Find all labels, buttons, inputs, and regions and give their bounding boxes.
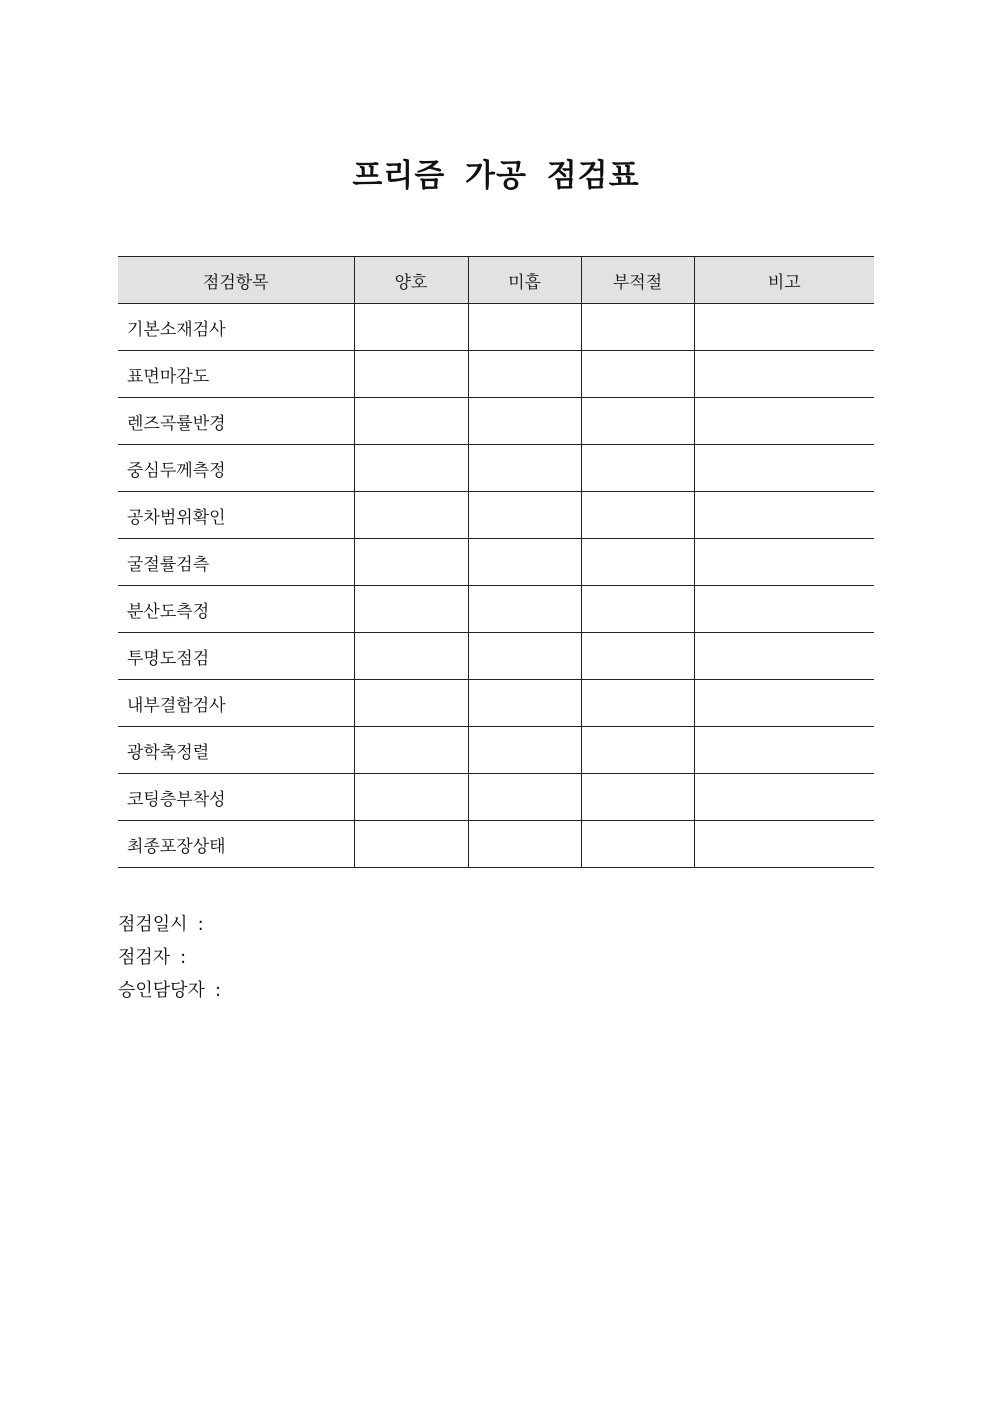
separator: : (180, 947, 187, 968)
table-row (118, 633, 874, 680)
remarks-cell[interactable] (694, 774, 874, 821)
good-check-cell[interactable] (354, 398, 468, 445)
item-name-cell: 중심두께측정 (118, 445, 354, 492)
separator: : (197, 914, 204, 935)
item-name-cell: 기본소재검사 (118, 304, 354, 351)
page-title: 프리즘 가공 점검표 (352, 157, 640, 194)
inspection-table (118, 256, 874, 868)
inspection-date-field[interactable] (118, 908, 221, 941)
item-name-cell: 공차범위확인 (118, 492, 354, 539)
table-row (118, 304, 874, 351)
insufficient-check-cell[interactable] (468, 539, 581, 586)
good-check-cell[interactable] (354, 774, 468, 821)
table-row (118, 492, 874, 539)
table-header-row (118, 257, 874, 304)
good-check-cell[interactable] (354, 727, 468, 774)
separator: : (214, 980, 222, 1001)
inappropriate-check-cell[interactable] (581, 586, 694, 633)
inappropriate-check-cell[interactable] (581, 633, 694, 680)
good-check-cell[interactable] (354, 304, 468, 351)
inappropriate-check-cell[interactable] (581, 539, 694, 586)
item-name-cell: 내부결함검사 (118, 680, 354, 727)
inspector-field[interactable] (118, 941, 221, 974)
table-row (118, 445, 874, 492)
good-check-cell[interactable] (354, 586, 468, 633)
good-check-cell[interactable] (354, 492, 468, 539)
remarks-cell[interactable] (694, 351, 874, 398)
item-name-cell: 최종포장상태 (118, 821, 354, 868)
header-insufficient: 미흡 (468, 257, 581, 304)
insufficient-check-cell[interactable] (468, 633, 581, 680)
table-row (118, 680, 874, 727)
table-row (118, 727, 874, 774)
good-check-cell[interactable] (354, 633, 468, 680)
item-name-cell: 렌즈곡률반경 (118, 398, 354, 445)
remarks-cell[interactable] (694, 539, 874, 586)
header-inappropriate: 부적절 (581, 257, 694, 304)
remarks-cell[interactable] (694, 586, 874, 633)
insufficient-check-cell[interactable] (468, 351, 581, 398)
inappropriate-check-cell[interactable] (581, 492, 694, 539)
insufficient-check-cell[interactable] (468, 586, 581, 633)
good-check-cell[interactable] (354, 539, 468, 586)
header-inspection-item: 점검항목 (118, 257, 354, 304)
item-name-cell: 광학축정렬 (118, 727, 354, 774)
header-remarks: 비고 (694, 257, 874, 304)
remarks-cell[interactable] (694, 445, 874, 492)
inappropriate-check-cell[interactable] (581, 445, 694, 492)
table-row (118, 539, 874, 586)
inappropriate-check-cell[interactable] (581, 351, 694, 398)
remarks-cell[interactable] (694, 821, 874, 868)
remarks-cell[interactable] (694, 304, 874, 351)
item-name-cell: 분산도측정 (118, 586, 354, 633)
table-row (118, 398, 874, 445)
item-name-cell: 투명도점검 (118, 633, 354, 680)
insufficient-check-cell[interactable] (468, 680, 581, 727)
table-row (118, 351, 874, 398)
inappropriate-check-cell[interactable] (581, 304, 694, 351)
inappropriate-check-cell[interactable] (581, 727, 694, 774)
insufficient-check-cell[interactable] (468, 445, 581, 492)
item-name-cell: 굴절률검측 (118, 539, 354, 586)
table-row (118, 821, 874, 868)
approver-field[interactable] (118, 974, 221, 1007)
good-check-cell[interactable] (354, 351, 468, 398)
insufficient-check-cell[interactable] (468, 398, 581, 445)
remarks-cell[interactable] (694, 633, 874, 680)
remarks-cell[interactable] (694, 727, 874, 774)
inappropriate-check-cell[interactable] (581, 398, 694, 445)
inappropriate-check-cell[interactable] (581, 774, 694, 821)
item-name-cell: 표면마감도 (118, 351, 354, 398)
approver-label: 승인담당자 (118, 980, 205, 1001)
signature-fields (118, 908, 221, 1007)
inappropriate-check-cell[interactable] (581, 680, 694, 727)
insufficient-check-cell[interactable] (468, 727, 581, 774)
header-good: 양호 (354, 257, 468, 304)
insufficient-check-cell[interactable] (468, 821, 581, 868)
remarks-cell[interactable] (694, 492, 874, 539)
good-check-cell[interactable] (354, 445, 468, 492)
item-name-cell: 코팅층부착성 (118, 774, 354, 821)
inspection-date-label: 점검일시 (118, 914, 188, 935)
inappropriate-check-cell[interactable] (581, 821, 694, 868)
inspector-label: 점검자 (118, 947, 171, 968)
insufficient-check-cell[interactable] (468, 304, 581, 351)
good-check-cell[interactable] (354, 821, 468, 868)
remarks-cell[interactable] (694, 680, 874, 727)
insufficient-check-cell[interactable] (468, 774, 581, 821)
remarks-cell[interactable] (694, 398, 874, 445)
table-row (118, 586, 874, 633)
table-row (118, 774, 874, 821)
good-check-cell[interactable] (354, 680, 468, 727)
insufficient-check-cell[interactable] (468, 492, 581, 539)
